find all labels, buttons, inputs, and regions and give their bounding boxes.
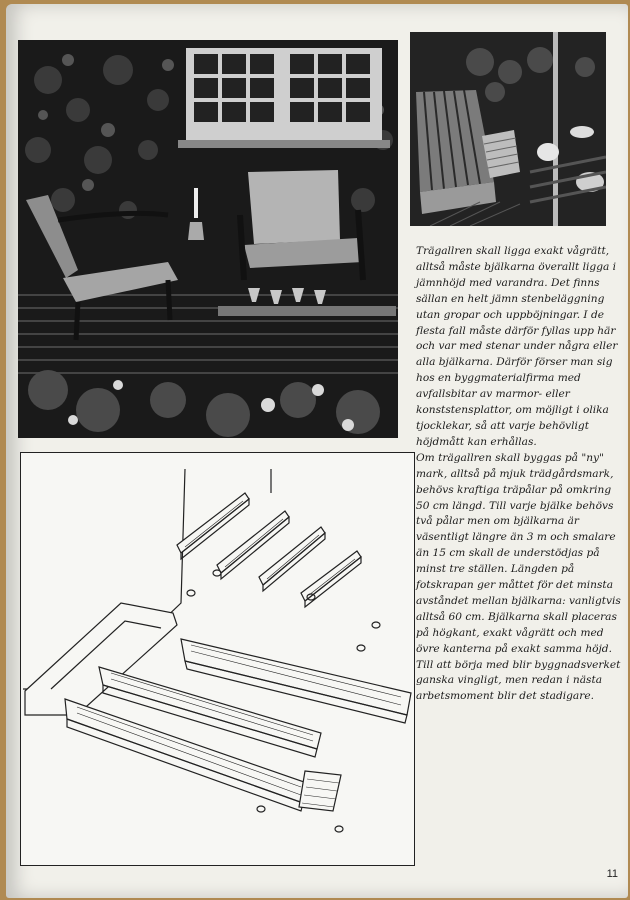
deck-photo-image xyxy=(410,32,606,226)
paragraph-level-joists: Trägallren skall ligga exakt vågrätt, alltså måste bjälkarna överallt ligga i jämnhöjd med varandra. Det finns sällan en helt jämn stenbeläggning utan gropar och uppböjningar. I de flesta fall måste därför fyllas upp här och var med stenar under några eller alla bjälkarna. Därför förser man sig hos en byggmaterialfirma med avfallsbitar av marmor- eller konststensplattor, om möjligt i olika tjocklekar, så att varje behövligt höjdmått kan erhållas. xyxy=(416,245,618,448)
deck-photo xyxy=(410,32,606,226)
construction-drawing-image xyxy=(21,453,414,865)
construction-drawing xyxy=(20,452,415,866)
paragraph-new-ground: Om trägallren skall byggas på "ny" mark, alltså på mjuk trädgårdsmark, behövs kraftiga träpålar på omkring 50 cm längd. Till varje bjälke behövs två pålar men om bjälkarna är väsentligt längre än 3 m och smalare än 15 cm skall de understödjas på minst tre ställen. Längden på fotskrapan ger måttet för det minsta avståndet mellan bjälkarna: vanligtvis alltså 60 cm. Bjälkarna skall placeras på högkant, exakt vågrätt och med övre kanterna på exakt samma höjd. Till att börja med blir byggnadsverket ganska vingligt, men redan i nästa arbetsmoment blir det stadigare. xyxy=(416,451,621,703)
patio-photo-image xyxy=(18,40,398,438)
page-number: 11 xyxy=(606,868,618,880)
book-page xyxy=(6,4,628,898)
patio-photo xyxy=(18,40,398,438)
body-text xyxy=(416,244,624,705)
